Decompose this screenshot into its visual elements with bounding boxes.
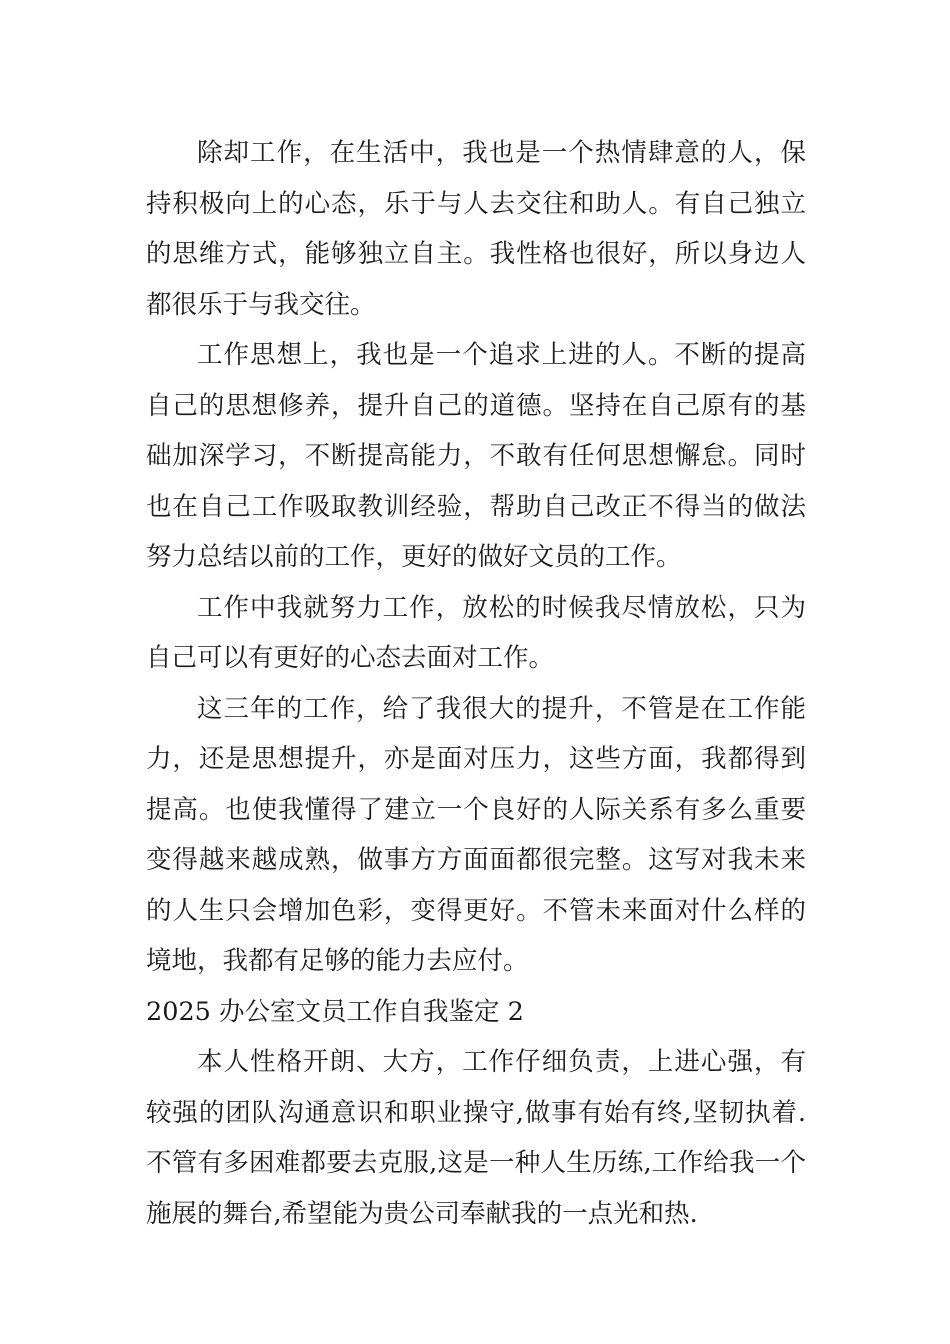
document-body (146, 128, 806, 1239)
section-heading: 2025 办公室文员工作自我鉴定 2 (146, 996, 524, 1027)
paragraph-three-years: 这三年的工作，给了我很大的提升，不管是在工作能力，还是思想提升，亦是面对压力，这些方面，我都得到提高。也使我懂得了建立一个良好的人际关系有多么重要变得越来越成熟，做事方方面面都很完整。这写对我未来的人生只会增加色彩，变得更好。不管未来面对什么样的境地，我都有足够的能力去应付。 (146, 693, 806, 976)
paragraph-personality: 本人性格开朗、大方，工作仔细负责，上进心强，有较强的团队沟通意识和职业操守,做事有始有终,坚韧执着.不管有多困难都要去克服,这是一种人生历练,工作给我一个施展的舞台,希望能为贵公司奉献我的一点光和热. (146, 1047, 806, 1229)
paragraph-work-attitude: 工作中我就努力工作，放松的时候我尽情放松，只为自己可以有更好的心态去面对工作。 (146, 592, 806, 673)
paragraph-thinking: 工作思想上，我也是一个追求上进的人。不断的提高自己的思想修养，提升自己的道德。坚持在自己原有的基础加深学习，不断提高能力，不敢有任何思想懈怠。同时也在自己工作吸取教训经验，帮助自己改正不得当的做法努力总结以前的工作，更好的做好文员的工作。 (146, 340, 806, 572)
paragraph-life: 除却工作，在生活中，我也是一个热情肆意的人，保持积极向上的心态，乐于与人去交往和助人。有自己独立的思维方式，能够独立自主。我性格也很好，所以身边人都很乐于与我交往。 (146, 138, 806, 320)
